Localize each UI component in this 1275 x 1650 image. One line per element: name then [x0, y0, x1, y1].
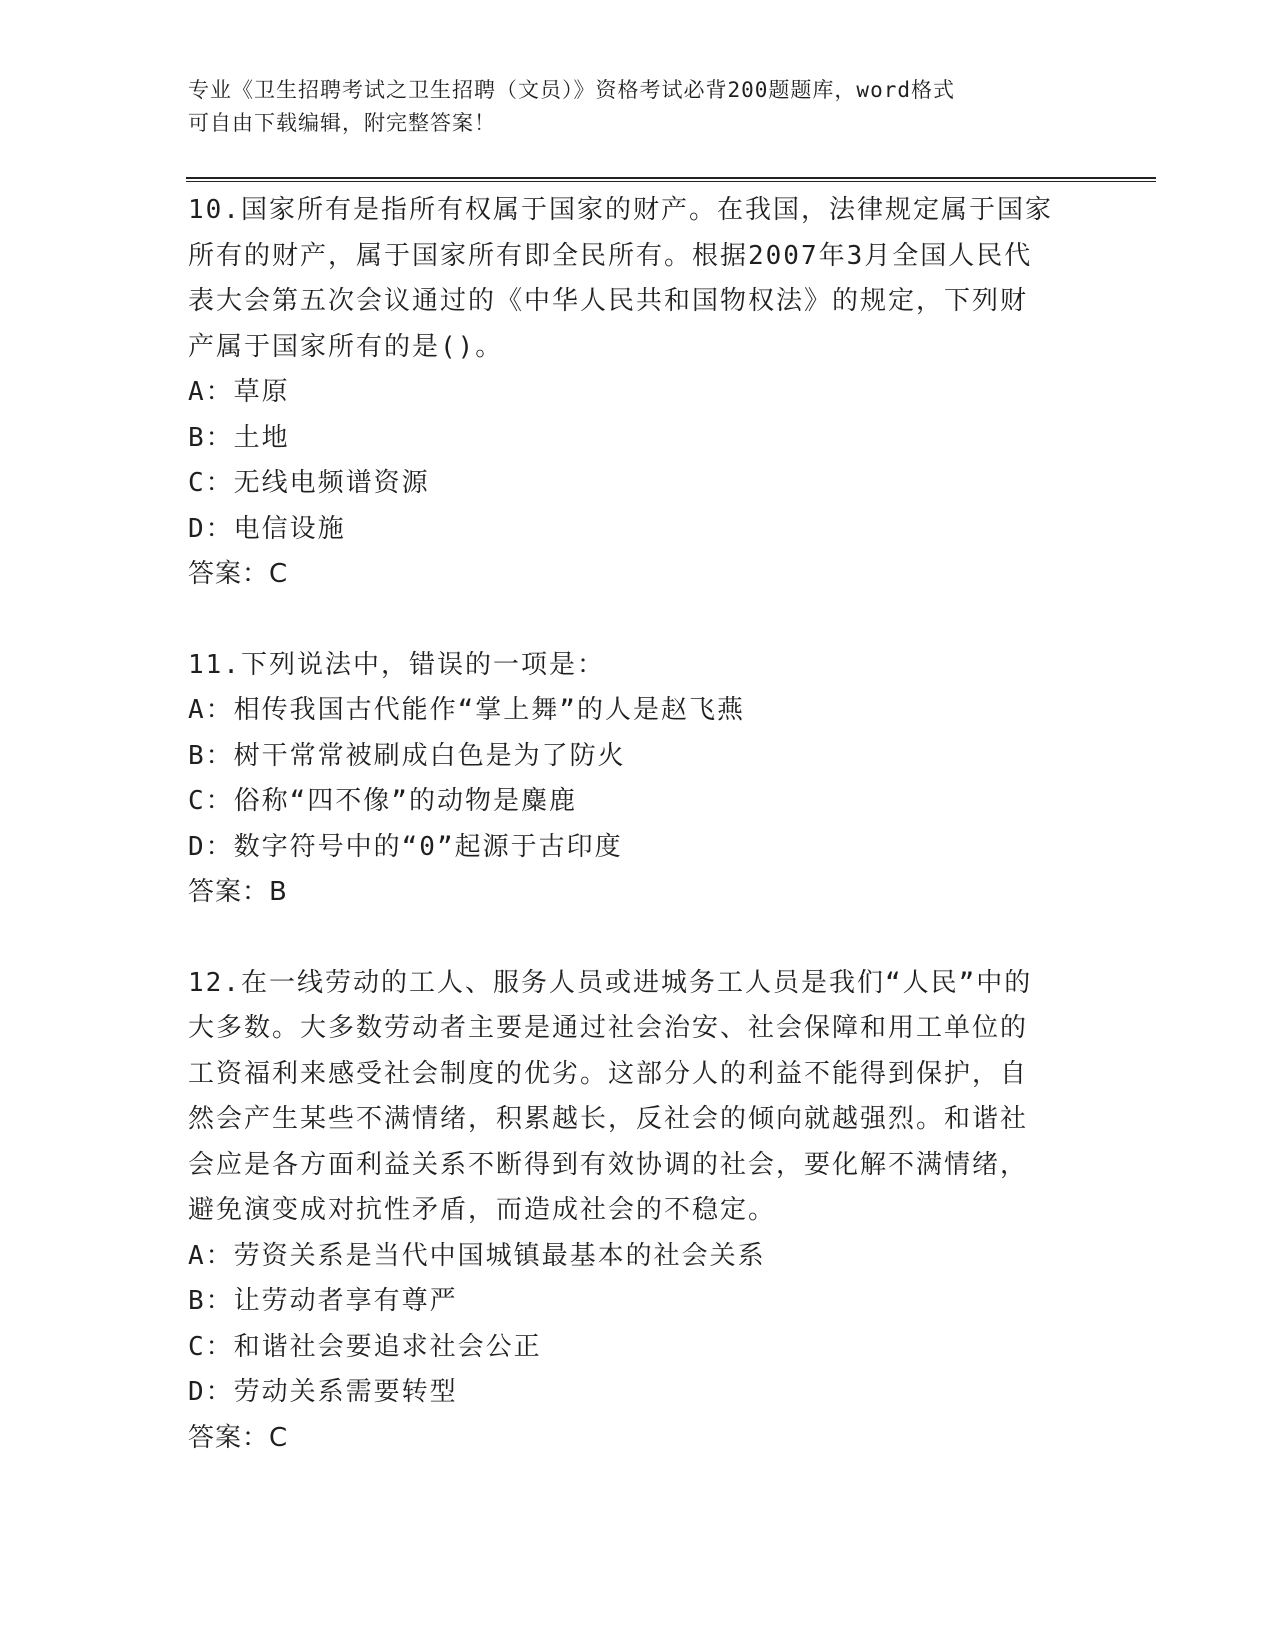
- option-d: D：数字符号中的“0”起源于古印度: [188, 831, 623, 862]
- option-d: D：电信设施: [188, 513, 346, 544]
- header-line-2: 可自由下载编辑，附完整答案！: [188, 111, 496, 135]
- answer: 答案：B: [188, 877, 288, 907]
- question-text-line: 避免演变成对抗性矛盾，而造成社会的不稳定。: [188, 1195, 777, 1225]
- question-10: [188, 188, 1088, 598]
- option-c: C：无线电频谱资源: [188, 468, 430, 498]
- question-text-line: 大多数。大多数劳动者主要是通过社会治安、社会保障和用工单位的: [188, 1013, 1029, 1043]
- question-text-line: 工资福利来感受社会制度的优劣。这部分人的利益不能得到保护，自: [188, 1058, 1029, 1089]
- option-c: C：俗称“四不像”的动物是麋鹿: [188, 786, 577, 816]
- question-12: [188, 961, 1088, 1462]
- question-text-line: 会应是各方面利益关系不断得到有效协调的社会，要化解不满情绪，: [188, 1149, 1029, 1180]
- option-b: B：树干常常被刷成白色是为了防火: [188, 740, 626, 771]
- option-a: A：劳资关系是当代中国城镇最基本的社会关系: [188, 1240, 766, 1271]
- answer: 答案：C: [188, 1422, 289, 1453]
- document-header: [188, 74, 1088, 140]
- question-text-line: 产属于国家所有的是()。: [188, 331, 504, 362]
- option-d: D：劳动关系需要转型: [188, 1377, 458, 1407]
- question-text-line: 表大会第五次会议通过的《中华人民共和国物权法》的规定，下列财: [188, 286, 1029, 316]
- question-text-line: 12.在一线劳动的工人、服务人员或进城务工人员是我们“人民”中的: [188, 967, 1033, 998]
- option-a: A：草原: [188, 377, 290, 407]
- question-text-line: 所有的财产，属于国家所有即全民所有。根据2007年3月全国人民代: [188, 240, 1033, 271]
- question-spacer: [188, 916, 1088, 961]
- question-11: [188, 643, 1088, 916]
- option-b: B：土地: [188, 422, 290, 453]
- option-b: B：让劳动者享有尊严: [188, 1286, 458, 1316]
- answer: 答案：C: [188, 559, 289, 589]
- option-a: A：相传我国古代能作“掌上舞”的人是赵飞燕: [188, 695, 745, 725]
- question-list: [188, 188, 1088, 1461]
- question-text-line: 11.下列说法中，错误的一项是：: [188, 649, 605, 680]
- question-text-line: 10.国家所有是指所有权属于国家的财产。在我国，法律规定属于国家: [188, 195, 1053, 225]
- header-line-1: 专业《卫生招聘考试之卫生招聘（文员）》资格考试必背200题题库，word格式: [188, 78, 955, 102]
- question-text-line: 然会产生某些不满情绪，积累越长，反社会的倾向就越强烈。和谐社: [188, 1104, 1029, 1134]
- header-divider-thin: [186, 181, 1156, 182]
- header-divider-thick: [186, 177, 1156, 179]
- option-c: C：和谐社会要追求社会公正: [188, 1331, 542, 1362]
- question-spacer: [188, 598, 1088, 643]
